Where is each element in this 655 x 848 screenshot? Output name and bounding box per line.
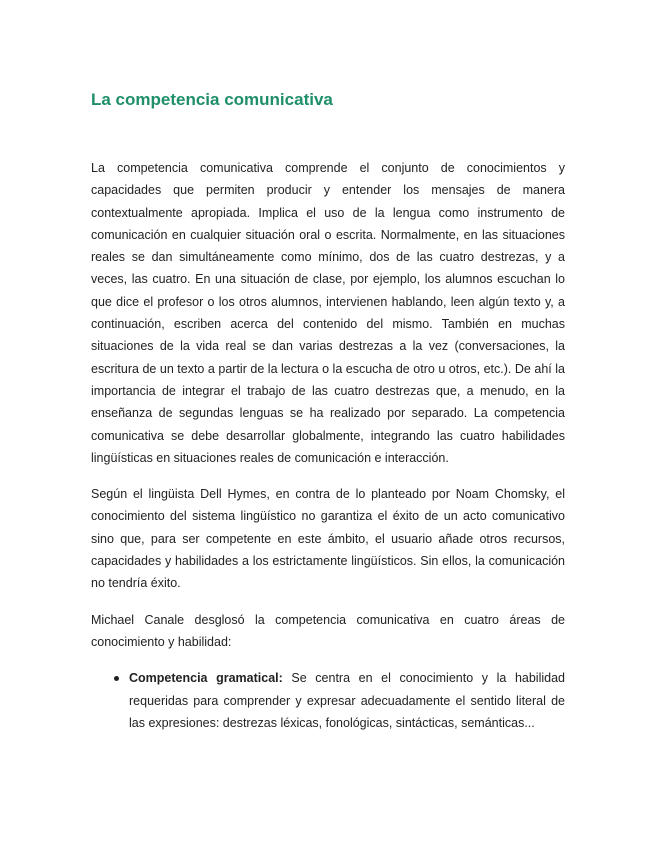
paragraph-definition: La competencia comunicativa comprende el conjunto de conocimientos y capacidades que permiten producir y entender los mensajes de manera contextualmente apropiada. Implica el uso de la lengua como instrumento de comunicación en cualquier situación oral o escrita. Normalmente, en las situaciones reales se dan simultáneamente como mínimo, dos de las cuatro destrezas, y a veces, las cuatro. En una situación de clase, por ejemplo, los alumnos escuchan lo que dice el profesor o los otros alumnos, intervienen hablando, leen algún texto y, a continuación, escriben acerca del contenido del mismo. También en muchas situaciones de la vida real se dan varias destrezas a la vez (conversaciones, la escritura de un texto a partir de la lectura o la escucha de otro u otros, etc.). De ahí la importancia de integrar el trabajo de las cuatro destrezas que, a menudo, en la enseñanza de segundas lenguas se ha realizado por separado. La competencia comunicativa se debe desarrollar globalmente, integrando las cuatro habilidades lingüísticas en situaciones reales de comunicación e interacción. xyxy=(91,161,565,465)
list-item-term: Competencia gramatical: xyxy=(129,671,283,686)
bullet-icon xyxy=(114,676,119,681)
paragraph-hymes: Según el lingüista Dell Hymes, en contra de lo planteado por Noam Chomsky, el conocimiento del sistema lingüístico no garantiza el éxito de un acto comunicativo sino que, para ser competente en este ámbito, el usuario añade otros recursos, capacidades y habilidades a los estrictamente lingüísticos. Sin ellos, la comunicación no tendría éxito. xyxy=(91,487,565,591)
list-item-text: Se centra en el conocimiento y la habilidad requeridas para comprender y expresar adecuadamente el sentido literal de las expresiones: destrezas léxicas, fonológicas, sintácticas, semánticas... xyxy=(129,671,565,730)
document-body xyxy=(91,157,565,734)
list-item xyxy=(91,667,565,734)
competence-list xyxy=(91,667,565,734)
paragraph-canale: Michael Canale desglosó la competencia comunicativa en cuatro áreas de conocimiento y habilidad: xyxy=(91,612,565,649)
document-title: La competencia comunicativa xyxy=(91,90,333,109)
